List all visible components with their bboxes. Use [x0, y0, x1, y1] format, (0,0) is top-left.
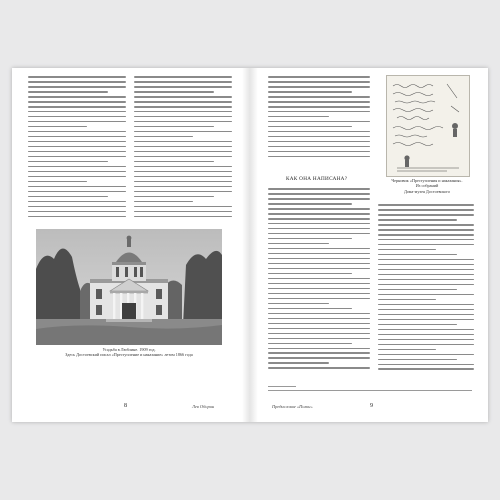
body-text-line — [378, 284, 474, 286]
body-text-line — [268, 318, 370, 320]
body-text-line — [28, 206, 126, 208]
body-text-line — [268, 111, 370, 113]
left-page — [12, 68, 250, 422]
body-text-line — [28, 186, 126, 188]
body-text-line — [268, 136, 370, 138]
body-text-line — [134, 121, 232, 123]
body-text-line — [378, 289, 457, 291]
right-page — [250, 68, 488, 422]
body-text-line — [268, 248, 370, 250]
body-text-line — [378, 299, 436, 301]
body-text-line — [268, 96, 370, 98]
body-text-line — [378, 249, 436, 251]
body-text-line — [268, 156, 370, 158]
body-text-line — [378, 264, 474, 266]
photo-caption-line-2: Здесь Достоевский писал «Преступление и наказание» летом 1866 года — [65, 352, 193, 358]
estate-photo — [36, 229, 222, 345]
body-text-line — [268, 116, 329, 118]
body-text-line — [28, 106, 126, 108]
body-text-line — [268, 343, 352, 345]
body-text-line — [268, 298, 370, 300]
body-text-line — [28, 136, 126, 138]
body-text-line — [134, 86, 232, 88]
body-text-line — [134, 126, 214, 128]
photo-caption — [32, 347, 226, 361]
body-text-line — [28, 166, 126, 168]
body-text-line — [134, 76, 232, 78]
body-text-line — [268, 188, 370, 190]
body-text-line — [28, 141, 126, 143]
body-text-line — [268, 268, 370, 270]
body-text-line — [134, 216, 232, 218]
body-text-line — [268, 101, 370, 103]
body-text-line — [134, 106, 232, 108]
footnote-rule — [268, 386, 296, 387]
body-text-line — [28, 91, 108, 93]
page-number-right: 9 — [370, 403, 373, 409]
body-text-line — [28, 76, 126, 78]
body-text-line — [134, 181, 232, 183]
body-text-line — [268, 243, 329, 245]
body-text-line — [378, 254, 457, 256]
body-text-line — [28, 96, 126, 98]
body-text-line — [378, 269, 474, 271]
manuscript-sketch — [387, 76, 469, 176]
body-text-line — [28, 216, 126, 218]
body-text-line — [268, 253, 370, 255]
body-text-line — [378, 224, 474, 226]
body-text-line — [268, 263, 370, 265]
body-text-line — [378, 339, 474, 341]
body-text-line — [268, 86, 370, 88]
body-text-line — [268, 223, 370, 225]
body-text-line — [378, 364, 474, 366]
body-text-line — [28, 81, 126, 83]
body-text-line — [134, 196, 214, 198]
body-text-line — [134, 136, 193, 138]
body-text-line — [28, 201, 126, 203]
body-text-line — [378, 209, 474, 211]
body-text-line — [28, 181, 87, 183]
body-text-line — [268, 362, 329, 364]
body-text-line — [268, 313, 370, 315]
body-text-line — [134, 81, 232, 83]
body-text-line — [268, 106, 370, 108]
body-text-line — [28, 171, 126, 173]
body-text-line — [268, 121, 370, 123]
body-text-line — [268, 338, 370, 340]
body-text-line — [378, 334, 474, 336]
body-text-line — [378, 239, 474, 241]
body-text-line — [378, 354, 474, 356]
body-text-line — [134, 131, 232, 133]
body-text-line — [268, 258, 370, 260]
body-text-line — [378, 319, 474, 321]
body-text-line — [28, 116, 126, 118]
body-text-line — [268, 333, 370, 335]
right-page-column-2-bottom — [378, 204, 474, 380]
body-text-line — [378, 214, 474, 216]
body-text-line — [268, 293, 370, 295]
left-page-column-1 — [28, 76, 126, 224]
body-text-line — [134, 101, 232, 103]
body-text-line — [378, 294, 474, 296]
page-number-left: 8 — [124, 403, 127, 409]
right-page-column-2-top — [378, 76, 474, 80]
right-page-column-1-bottom — [268, 188, 370, 378]
body-text-line — [28, 196, 108, 198]
body-text-line — [268, 208, 370, 210]
body-text-line — [28, 101, 126, 103]
estate-photo-image — [36, 229, 222, 345]
body-text-line — [268, 308, 352, 310]
body-text-line — [378, 324, 457, 326]
body-text-line — [378, 219, 457, 221]
body-text-line — [378, 309, 474, 311]
body-text-line — [268, 328, 370, 330]
body-text-line — [378, 204, 474, 206]
body-text-line — [268, 203, 352, 205]
body-text-line — [134, 161, 214, 163]
body-text-line — [268, 357, 370, 359]
body-text-line — [268, 288, 370, 290]
body-text-line — [268, 91, 352, 93]
body-text-line — [134, 176, 232, 178]
body-text-line — [268, 238, 352, 240]
body-text-line — [268, 198, 370, 200]
running-footer-author: Лев Оборин — [192, 404, 215, 409]
body-text-line — [268, 233, 370, 235]
manuscript-caption-line-2: Из собраний — [415, 183, 439, 189]
manuscript-image — [386, 75, 470, 177]
body-text-line — [134, 96, 232, 98]
body-text-line — [134, 141, 232, 143]
body-text-line — [378, 274, 474, 276]
footnote-line — [268, 390, 472, 391]
body-text-line — [268, 218, 370, 220]
body-text-line — [378, 244, 474, 246]
body-text-line — [28, 121, 126, 123]
body-text-line — [268, 131, 370, 133]
body-text-line — [268, 278, 370, 280]
body-text-line — [378, 314, 474, 316]
body-text-line — [268, 352, 370, 354]
body-text-line — [268, 151, 370, 153]
body-text-line — [28, 146, 126, 148]
manuscript-caption-line-3: Дома-музея Достоевского — [403, 188, 451, 194]
body-text-line — [378, 304, 474, 306]
body-text-line — [134, 146, 232, 148]
body-text-line — [268, 323, 370, 325]
body-text-line — [28, 111, 126, 113]
body-text-line — [134, 91, 214, 93]
body-text-line — [268, 193, 370, 195]
body-text-line — [268, 283, 370, 285]
body-text-line — [28, 191, 126, 193]
body-text-line — [134, 166, 232, 168]
body-text-line — [268, 303, 329, 305]
body-text-line — [28, 176, 126, 178]
body-text-line — [378, 344, 474, 346]
body-text-line — [28, 151, 126, 153]
body-text-line — [134, 201, 193, 203]
body-text-line — [268, 348, 370, 350]
body-text-line — [28, 211, 126, 213]
body-text-line — [378, 279, 474, 281]
body-text-line — [268, 228, 370, 230]
body-text-line — [134, 111, 232, 113]
body-text-line — [268, 273, 352, 275]
left-page-column-2 — [134, 76, 232, 224]
manuscript-caption — [380, 178, 474, 200]
right-page-column-1-top — [268, 76, 370, 162]
section-heading: КАК ОНА НАПИСАНА? — [286, 176, 348, 182]
body-text-line — [268, 76, 370, 78]
body-text-line — [268, 367, 370, 369]
body-text-line — [378, 234, 474, 236]
body-text-line — [28, 156, 126, 158]
body-text-line — [378, 349, 436, 351]
body-text-line — [134, 156, 232, 158]
body-text-line — [134, 116, 232, 118]
running-footer-title: Предисловие «Полки» — [272, 404, 313, 409]
body-text-line — [378, 329, 474, 331]
body-text-line — [268, 213, 370, 215]
body-text-line — [134, 206, 232, 208]
body-text-line — [378, 229, 474, 231]
body-text-line — [378, 368, 474, 370]
body-text-line — [28, 131, 126, 133]
body-text-line — [28, 126, 87, 128]
body-text-line — [134, 171, 232, 173]
body-text-line — [28, 161, 108, 163]
body-text-line — [134, 191, 232, 193]
manuscript-caption-line-1: Черновик «Преступления и наказания». — [391, 178, 463, 183]
book-spread — [12, 68, 488, 422]
body-text-line — [268, 81, 370, 83]
body-text-line — [134, 151, 232, 153]
body-text-line — [268, 126, 352, 128]
body-text-line — [378, 259, 474, 261]
body-text-line — [134, 186, 232, 188]
body-text-line — [268, 146, 370, 148]
photo-caption-line-1: Усадьба в Люблине. 1909 год. — [102, 347, 156, 352]
body-text-line — [268, 141, 370, 143]
body-text-line — [28, 86, 126, 88]
body-text-line — [378, 359, 457, 361]
body-text-line — [134, 211, 232, 213]
